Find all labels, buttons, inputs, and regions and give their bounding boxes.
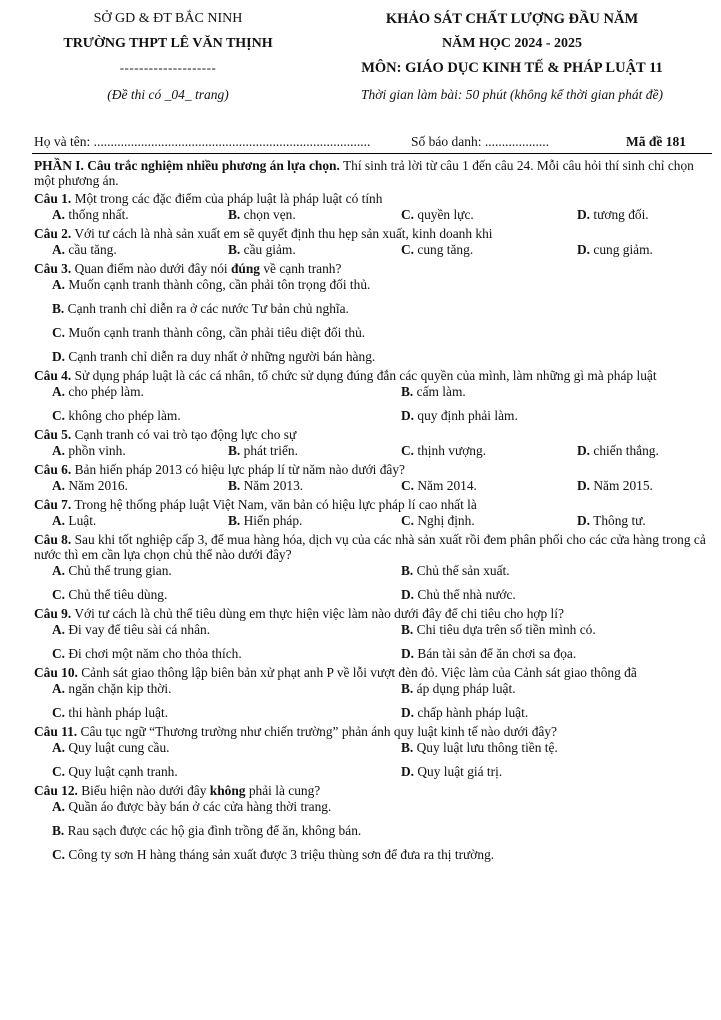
option-letter: D. <box>401 408 415 423</box>
header-rule <box>32 153 712 154</box>
option-text: Năm 2013. <box>243 478 304 493</box>
option-text: tương đối. <box>593 207 649 222</box>
option-text: thi hành pháp luật. <box>68 705 169 720</box>
question-number: Câu 9. <box>34 606 72 621</box>
answer-option <box>401 621 596 639</box>
question-text: Trong hệ thống pháp luật Việt Nam, văn bản có hiệu lực pháp lí cao nhất là <box>71 497 477 512</box>
question-text: Cạnh tranh có vai trò tạo động lực cho sự <box>71 427 297 442</box>
question-text: Sử dụng pháp luật là các cá nhân, tổ chức sử dụng đúng đắn các quyền của mình, làm những gì mà pháp luật <box>71 368 657 383</box>
option-text: cầu giảm. <box>243 242 296 257</box>
option-letter: A. <box>52 277 66 292</box>
option-letter: A. <box>52 563 66 578</box>
question-number: Câu 4. <box>34 368 72 383</box>
option-text: cung tăng. <box>417 242 474 257</box>
option-text: Cạnh tranh chỉ diễn ra ở các nước Tư bản chủ nghĩa. <box>67 301 349 316</box>
question-text: Sau khi tốt nghiệp cấp 3, để mua hàng hóa, dịch vụ của các nhà sản xuất rồi đem phân phối cho các cửa hàng trong cả nước thì em cần lựa chọn chủ thể nào dưới đây? <box>34 532 706 562</box>
answer-option <box>52 276 370 294</box>
section-heading <box>34 158 710 188</box>
option-text: Quy luật cung cầu. <box>68 740 170 755</box>
option-letter: C. <box>52 847 66 862</box>
option-letter: C. <box>401 443 415 458</box>
section-title: PHẦN I. Câu trắc nghiệm nhiều phương án lựa chọn. <box>34 158 340 173</box>
question-stem <box>34 606 710 621</box>
option-letter: C. <box>401 242 415 257</box>
question-8 <box>34 532 710 605</box>
question-text: Quan điểm nào dưới đây nói <box>71 261 231 276</box>
question-stem <box>34 532 710 562</box>
question-6 <box>34 462 710 496</box>
option-text: chọn vẹn. <box>243 207 296 222</box>
answer-option <box>52 300 349 318</box>
option-letter: D. <box>577 207 591 222</box>
option-text: Rau sạch được các hộ gia đình trồng để ăn, không bán. <box>67 823 362 838</box>
option-row <box>34 798 710 822</box>
question-number: Câu 11. <box>34 724 78 739</box>
question-stem <box>34 226 710 241</box>
option-letter: D. <box>577 478 591 493</box>
answer-option <box>52 798 331 816</box>
question-stem <box>34 462 710 477</box>
answer-option <box>401 680 516 698</box>
option-text: chấp hành pháp luật. <box>417 705 529 720</box>
exam-title: KHẢO SÁT CHẤT LƯỢNG ĐẦU NĂM <box>385 11 639 27</box>
answer-option <box>52 846 494 864</box>
option-letter: D. <box>577 443 591 458</box>
option-letter: C. <box>52 408 66 423</box>
question-stem <box>34 427 710 442</box>
option-text: áp dụng pháp luật. <box>416 681 516 696</box>
option-letter: B. <box>228 513 241 528</box>
option-text: quyền lực. <box>417 207 474 222</box>
option-letter: A. <box>52 799 66 814</box>
question-emphasis: không <box>209 783 246 798</box>
option-text: cung giảm. <box>593 242 653 257</box>
candidate-number-field: Số báo danh: ................... <box>411 134 549 149</box>
option-letter: C. <box>401 478 415 493</box>
question-stem <box>34 261 710 276</box>
answer-option <box>52 512 96 530</box>
page-count-note: (Đề thi có _04_ trang) <box>107 87 229 102</box>
answer-option <box>401 562 510 580</box>
option-text: Năm 2015. <box>593 478 653 493</box>
option-text: Cạnh tranh chỉ diễn ra duy nhất ở những người bán hàng. <box>68 349 376 364</box>
option-letter: B. <box>401 384 414 399</box>
option-row <box>34 206 710 225</box>
option-letter: B. <box>228 242 241 257</box>
question-text: Biểu hiện nào dưới đây <box>77 783 210 798</box>
answer-option <box>52 586 167 604</box>
option-row <box>34 442 710 461</box>
question-number: Câu 1. <box>34 191 72 206</box>
option-letter: A. <box>52 384 66 399</box>
answer-option <box>52 562 172 580</box>
question-10 <box>34 665 710 723</box>
answer-option <box>228 206 296 224</box>
option-row <box>34 562 710 586</box>
option-text: thống nhất. <box>68 207 129 222</box>
answer-option <box>52 241 117 259</box>
option-text: Năm 2014. <box>417 478 477 493</box>
answer-option <box>577 241 653 259</box>
option-letter: A. <box>52 207 66 222</box>
option-row <box>34 477 710 496</box>
question-number: Câu 10. <box>34 665 78 680</box>
option-text: cầu tăng. <box>68 242 117 257</box>
exam-code: Mã đề 181 <box>626 134 686 149</box>
question-text: Với tư cách là chủ thể tiêu dùng em thực hiện việc làm nào dưới đây để chi tiêu cho hợp lí? <box>71 606 564 621</box>
question-number: Câu 12. <box>34 783 78 798</box>
option-letter: B. <box>52 823 65 838</box>
question-text-end: phải là cung? <box>245 783 321 798</box>
answer-option <box>401 512 475 530</box>
option-letter: C. <box>52 705 66 720</box>
question-emphasis: đúng <box>230 261 261 276</box>
option-text: chiến thắng. <box>593 443 659 458</box>
option-row <box>34 822 710 846</box>
option-text: quy định phải làm. <box>417 408 518 423</box>
option-text: Chủ thể trung gian. <box>68 563 172 578</box>
option-row <box>34 300 710 324</box>
option-letter: C. <box>52 325 66 340</box>
question-stem <box>34 368 710 383</box>
option-row <box>34 621 710 645</box>
option-letter: A. <box>52 478 66 493</box>
option-letter: D. <box>401 587 415 602</box>
option-text: Hiến pháp. <box>243 513 303 528</box>
option-letter: A. <box>52 740 66 755</box>
option-text: ngăn chặn kịp thời. <box>68 681 172 696</box>
answer-option <box>52 739 170 757</box>
answer-option <box>401 442 486 460</box>
option-text: Muốn cạnh tranh thành công, cần phải tiêu diệt đối thủ. <box>68 325 366 340</box>
time-note: Thời gian làm bài: 50 phút (không kể thời gian phát đề) <box>360 87 663 102</box>
option-text: cấm làm. <box>416 384 466 399</box>
question-12 <box>34 783 710 865</box>
header-divider: -------------------- <box>119 60 217 75</box>
school-year: NĂM HỌC 2024 - 2025 <box>442 36 582 51</box>
option-row <box>34 512 710 531</box>
answer-option <box>577 206 649 224</box>
option-letter: B. <box>52 301 65 316</box>
exam-header <box>0 8 721 108</box>
option-letter: A. <box>52 242 66 257</box>
option-letter: B. <box>401 563 414 578</box>
question-1 <box>34 191 710 225</box>
answer-option <box>52 348 375 366</box>
option-row <box>34 739 710 763</box>
answer-option <box>401 704 528 722</box>
option-letter: C. <box>52 764 66 779</box>
answer-option <box>228 512 302 530</box>
option-letter: B. <box>228 443 241 458</box>
answer-option <box>577 477 653 495</box>
option-text: Chủ thể nhà nước. <box>417 587 516 602</box>
answer-option <box>52 645 242 663</box>
option-text: Quần áo được bày bán ở các cửa hàng thời trang. <box>68 799 332 814</box>
option-text: Năm 2016. <box>68 478 128 493</box>
question-number: Câu 8. <box>34 532 72 547</box>
answer-option <box>52 621 210 639</box>
answer-option <box>52 206 129 224</box>
question-7 <box>34 497 710 531</box>
option-text: Đi vay để tiêu sài cá nhân. <box>68 622 211 637</box>
option-row <box>34 383 710 407</box>
answer-option <box>52 704 168 722</box>
answer-option <box>52 763 178 781</box>
answer-option <box>401 763 502 781</box>
option-row <box>34 241 710 260</box>
option-text: Thông tư. <box>593 513 646 528</box>
answer-option <box>52 383 144 401</box>
option-letter: C. <box>401 207 415 222</box>
answer-option <box>52 822 361 840</box>
option-text: Luật. <box>68 513 97 528</box>
option-row <box>34 645 710 664</box>
option-row <box>34 586 710 605</box>
exam-content <box>34 158 710 865</box>
option-row <box>34 763 710 782</box>
question-text: Một trong các đặc điểm của pháp luật là pháp luật có tính <box>71 191 383 206</box>
option-letter: A. <box>52 622 66 637</box>
option-text: Quy luật giá trị. <box>417 764 503 779</box>
option-text: Chủ thể sản xuất. <box>416 563 510 578</box>
option-letter: D. <box>577 513 591 528</box>
answer-option <box>401 645 576 663</box>
option-letter: A. <box>52 681 66 696</box>
option-text: Chủ thể tiêu dùng. <box>68 587 168 602</box>
option-letter: C. <box>401 513 415 528</box>
question-stem <box>34 191 710 206</box>
option-text: Công ty sơn H hàng tháng sản xuất được 3 triệu thùng sơn để đưa ra thị trường. <box>68 847 495 862</box>
option-text: cho phép làm. <box>68 384 144 399</box>
answer-option <box>401 206 474 224</box>
question-9 <box>34 606 710 664</box>
question-number: Câu 6. <box>34 462 72 477</box>
option-row <box>34 680 710 704</box>
question-text: Bản hiến pháp 2013 có hiệu lực pháp lí từ năm nào dưới đây? <box>71 462 406 477</box>
option-text: Chi tiêu dựa trên số tiền mình có. <box>416 622 596 637</box>
answer-option <box>577 512 646 530</box>
option-letter: D. <box>577 242 591 257</box>
answer-option <box>401 739 558 757</box>
department-name: SỞ GD & ĐT BẮC NINH <box>93 11 243 26</box>
option-text: Đi chơi một năm cho thỏa thích. <box>68 646 242 661</box>
student-info-line <box>34 134 686 152</box>
answer-option <box>577 442 659 460</box>
question-stem <box>34 497 710 512</box>
question-number: Câu 7. <box>34 497 72 512</box>
question-text: Câu tục ngữ “Thương trường như chiến trường” phản ánh quy luật kinh tế nào dưới đây? <box>77 724 557 739</box>
answer-option <box>401 477 477 495</box>
option-row <box>34 407 710 426</box>
option-letter: B. <box>401 622 414 637</box>
option-row <box>34 348 710 367</box>
option-letter: B. <box>401 681 414 696</box>
option-text: Quy luật lưu thông tiền tệ. <box>416 740 558 755</box>
answer-option <box>52 680 171 698</box>
question-number: Câu 5. <box>34 427 72 442</box>
answer-option <box>52 324 365 342</box>
question-list <box>34 191 710 865</box>
answer-option <box>401 383 466 401</box>
question-text-end: về cạnh tranh? <box>260 261 342 276</box>
option-letter: D. <box>401 705 415 720</box>
option-text: Nghị định. <box>417 513 475 528</box>
answer-option <box>52 477 128 495</box>
option-text: phồn vinh. <box>68 443 126 458</box>
question-3 <box>34 261 710 367</box>
option-row <box>34 276 710 300</box>
question-4 <box>34 368 710 426</box>
option-letter: D. <box>52 349 66 364</box>
question-stem <box>34 665 710 680</box>
option-text: thịnh vượng. <box>417 443 487 458</box>
subject: MÔN: GIÁO DỤC KINH TẾ & PHÁP LUẬT 11 <box>361 60 663 76</box>
option-letter: B. <box>401 740 414 755</box>
question-5 <box>34 427 710 461</box>
question-stem <box>34 783 710 798</box>
option-row <box>34 704 710 723</box>
option-text: Quy luật cạnh tranh. <box>68 764 178 779</box>
answer-option <box>52 442 126 460</box>
option-letter: A. <box>52 513 66 528</box>
answer-option <box>401 407 518 425</box>
question-11 <box>34 724 710 782</box>
student-name-field: Họ và tên: .................................................................................. <box>34 134 371 149</box>
question-number: Câu 3. <box>34 261 72 276</box>
option-letter: D. <box>401 646 415 661</box>
option-letter: D. <box>401 764 415 779</box>
option-text: Muốn cạnh tranh thành công, cần phải tôn trọng đối thủ. <box>68 277 371 292</box>
question-text: Cảnh sát giao thông lập biên bản xử phạt anh P về lỗi vượt đèn đỏ. Việc làm của Cảnh sát giao thông đã <box>77 665 637 680</box>
question-text: Với tư cách là nhà sản xuất em sẽ quyết định thu hẹp sản xuất, kinh doanh khi <box>71 226 493 241</box>
option-text: Bán tài sản để ăn chơi sa đọa. <box>417 646 577 661</box>
option-row <box>34 846 710 865</box>
option-letter: C. <box>52 646 66 661</box>
answer-option <box>228 442 298 460</box>
question-2 <box>34 226 710 260</box>
section-instructions: Thí sinh trả lời từ câu 1 đến câu 24. Mỗi câu hỏi thí sinh chỉ chọn một phương án. <box>34 158 694 188</box>
question-stem <box>34 724 710 739</box>
answer-option <box>228 477 303 495</box>
answer-option <box>228 241 296 259</box>
option-letter: B. <box>228 207 241 222</box>
option-text: phát triển. <box>243 443 298 458</box>
question-number: Câu 2. <box>34 226 72 241</box>
school-name: TRƯỜNG THPT LÊ VĂN THỊNH <box>63 36 273 51</box>
option-row <box>34 324 710 348</box>
option-text: không cho phép làm. <box>68 408 181 423</box>
answer-option <box>401 586 516 604</box>
option-letter: C. <box>52 587 66 602</box>
option-letter: B. <box>228 478 241 493</box>
answer-option <box>401 241 473 259</box>
answer-option <box>52 407 181 425</box>
option-letter: A. <box>52 443 66 458</box>
